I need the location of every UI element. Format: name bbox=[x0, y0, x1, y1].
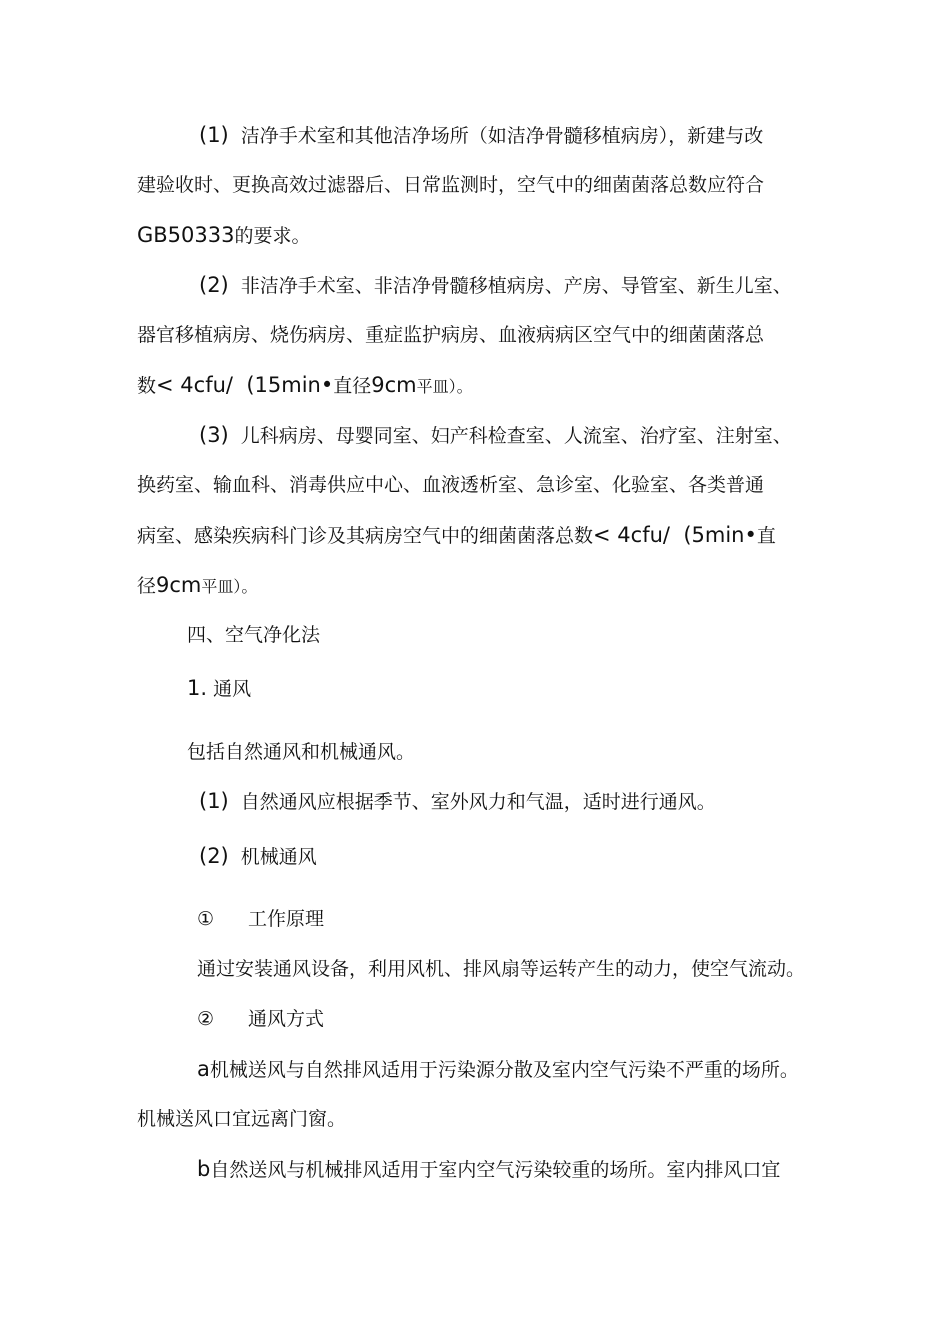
paragraph-2-line-3 bbox=[137, 373, 473, 399]
paragraph-3-text-3a: 病室、感染疾病科门诊及其病房空气中的细菌菌落总数 bbox=[137, 525, 594, 547]
item-1 bbox=[199, 789, 716, 814]
paragraph-3-line-1 bbox=[199, 423, 792, 448]
paragraph-3-line-2: 换药室、输血科、消毒供应中心、血液透析室、急诊室、化验室、各类普通 bbox=[137, 474, 765, 496]
item-2-text: 机械通风 bbox=[240, 846, 317, 868]
paragraph-1-text-3: 的要求。 bbox=[234, 225, 311, 247]
paragraph-3-text-1: 儿科病房、母婴同室、妇产科检查室、人流室、治疗室、注射室、 bbox=[240, 425, 792, 447]
circle-1-mark: ① bbox=[197, 908, 215, 930]
ventilation-intro: 包括自然通风和机械通风。 bbox=[187, 741, 416, 763]
paragraph-3-line-4 bbox=[137, 573, 257, 599]
circle-2-text: 通风方式 bbox=[248, 1008, 325, 1030]
paragraph-2-text-1: 非洁净手术室、非洁净骨髓移植病房、产房、导管室、新生儿室、 bbox=[240, 275, 792, 297]
paragraph-3-text-4c: 平皿）。 bbox=[201, 577, 258, 596]
paragraph-2-text-3a: 数 bbox=[137, 375, 157, 397]
subsection-number: 1. bbox=[187, 676, 208, 700]
item-2 bbox=[199, 844, 317, 869]
section-heading: 四、空气净化法 bbox=[187, 624, 321, 646]
paragraph-1-text-1: 洁净手术室和其他洁净场所（如洁净骨髓移植病房），新建与改 bbox=[240, 125, 764, 147]
circle-2-mark: ② bbox=[197, 1008, 215, 1030]
option-b-line-1 bbox=[197, 1157, 780, 1182]
option-a-line-2: 机械送风口宜远离门窗。 bbox=[137, 1108, 347, 1130]
paragraph-2-text-3e: 平皿）。 bbox=[416, 377, 473, 396]
option-a-line-1 bbox=[197, 1057, 799, 1082]
paragraph-2-dish-size: 9cm bbox=[371, 373, 417, 397]
paragraph-3-text-3c: 直 bbox=[756, 525, 776, 547]
paragraph-1-line-2: 建验收时、更换高效过滤器后、日常监测时，空气中的细菌菌落总数应符合 bbox=[137, 174, 765, 196]
paragraph-2-limit: < 4cfu/ (15min• bbox=[156, 373, 334, 397]
circle-item-1 bbox=[197, 907, 324, 931]
paragraph-3-dish-size: 9cm bbox=[156, 573, 202, 597]
paragraph-1-line-1 bbox=[199, 123, 763, 148]
circle-item-2 bbox=[197, 1007, 324, 1031]
item-1-number: (1) bbox=[199, 789, 229, 813]
subsection-title: 通风 bbox=[213, 678, 252, 700]
circle-1-text: 工作原理 bbox=[248, 908, 325, 930]
item-2-number: (2) bbox=[199, 844, 229, 868]
paragraph-2-line-2: 器官移植病房、烧伤病房、重症监护病房、血液病病区空气中的细菌菌落总 bbox=[137, 324, 765, 346]
standard-code: GB50333 bbox=[137, 223, 235, 247]
option-b-mark: b bbox=[197, 1157, 211, 1181]
paragraph-3-limit: < 4cfu/ (5min• bbox=[593, 523, 757, 547]
option-a-mark: a bbox=[197, 1057, 210, 1081]
paragraph-2-text-3c: 直径 bbox=[333, 375, 372, 397]
subsection-heading bbox=[187, 676, 251, 701]
paragraph-3-line-3 bbox=[137, 523, 776, 548]
paragraph-2-line-1 bbox=[199, 273, 792, 298]
paragraph-3-text-4a: 径 bbox=[137, 575, 157, 597]
option-a-text-1: 机械送风与自然排风适用于污染源分散及室内空气污染不严重的场所。 bbox=[209, 1059, 799, 1081]
paragraph-2-number: (2) bbox=[199, 273, 229, 297]
item-1-text: 自然通风应根据季节、室外风力和气温，适时进行通风。 bbox=[240, 791, 716, 813]
paragraph-3-number: (3) bbox=[199, 423, 229, 447]
paragraph-1-line-3 bbox=[137, 223, 311, 248]
paragraph-1-number: (1) bbox=[199, 123, 229, 147]
option-b-text-1: 自然送风与机械排风适用于室内空气污染较重的场所。室内排风口宜 bbox=[210, 1159, 781, 1181]
principle-text: 通过安装通风设备，利用风机、排风扇等运转产生的动力，使空气流动。 bbox=[197, 958, 806, 980]
